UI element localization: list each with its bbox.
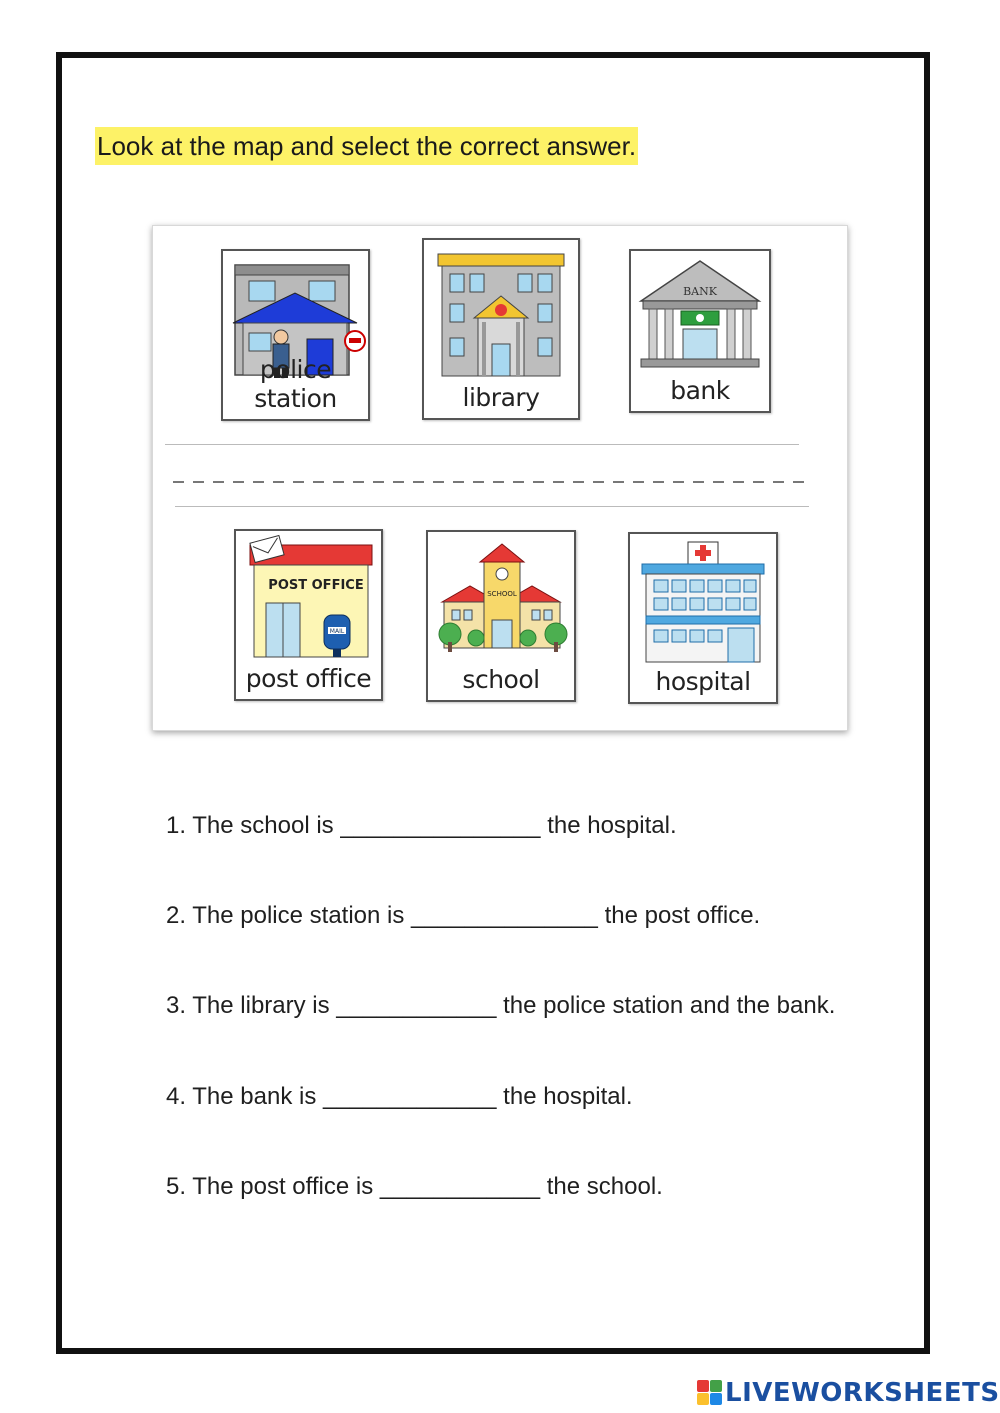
mailbox-sign-text: MAIL xyxy=(329,628,345,635)
school-label: school xyxy=(462,665,540,694)
road-center-line xyxy=(173,481,805,483)
road-edge-bottom xyxy=(175,506,809,507)
hospital-label: hospital xyxy=(655,667,751,696)
police-station-label: police station xyxy=(254,355,337,413)
post-office-card xyxy=(234,529,383,701)
question-3: 3. The library is ____________ the police station and the bank. xyxy=(166,992,836,1019)
question-4: 4. The bank is _____________ the hospital. xyxy=(166,1083,633,1110)
question-2: 2. The police station is ______________ the post office. xyxy=(166,902,761,929)
town-map-image xyxy=(152,225,848,731)
liveworksheets-brand-text: LIVEWORKSHEETS xyxy=(725,1378,1000,1408)
question-5: 5. The post office is ____________ the school. xyxy=(166,1173,663,1200)
post-office-sign-text: POST OFFICE xyxy=(268,578,364,593)
bank-label: bank xyxy=(670,376,730,405)
liveworksheets-logo-icon xyxy=(697,1380,723,1406)
post-office-label: post office xyxy=(245,664,372,693)
school-card xyxy=(426,530,576,702)
hospital-card xyxy=(628,532,778,704)
bank-card xyxy=(629,249,771,413)
school-sign-text: SCHOOL xyxy=(487,590,517,598)
bank-sign-text: BANK xyxy=(683,285,717,298)
library-card xyxy=(422,238,580,420)
instruction-text: Look at the map and select the correct answer. xyxy=(95,127,638,165)
road-edge-top xyxy=(165,444,799,445)
question-1: 1. The school is _______________ the hospital. xyxy=(166,812,677,839)
library-label: library xyxy=(462,383,540,412)
police-station-card xyxy=(221,249,370,421)
liveworksheets-logo xyxy=(697,1376,1000,1410)
